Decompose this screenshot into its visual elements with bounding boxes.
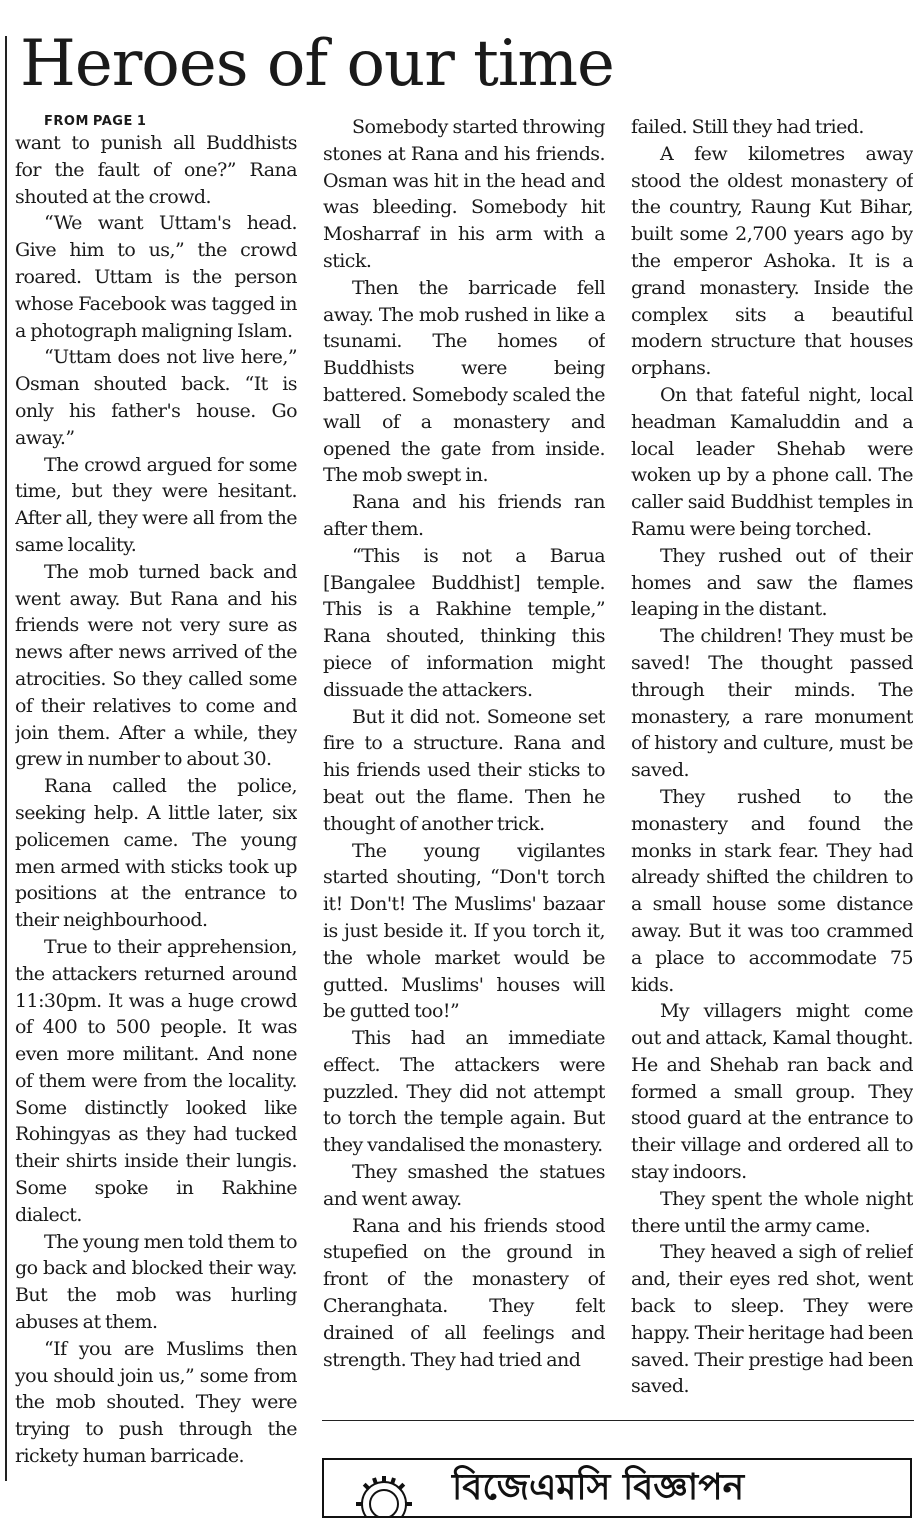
paragraph: want to punish all Buddhists for the fault of one?” Rana shouted at the crowd.: [15, 132, 297, 208]
paragraph: My villagers might come out and attack, Kamal thought. He and Shehab ran back and formed a small group. They stood guard at the entrance to their village and ordered all to stay indoors.: [631, 1000, 913, 1184]
paragraph: On that fateful night, local headman Kamaluddin and a local leader Shehab were woken up by a phone call. The caller said Buddhist temples in Ramu were being torched.: [631, 383, 913, 540]
paragraph: “Uttam does not live here,” Osman shouted back. “It is only his father's house. Go away.”: [15, 346, 297, 449]
paragraph: A few kilometres away stood the oldest monastery of the country, Raung Kut Bihar, built some 2,700 years ago by the emperor Ashoka. It is a grand monastery. Inside the complex sits a beautiful modern structure that houses orphans.: [631, 142, 913, 380]
paragraph: Somebody started throwing stones at Rana and his friends. Osman was hit in the head and was bleeding. Somebody hit Mosharraf in his arm with a stick.: [323, 116, 605, 272]
paragraph: Rana and his friends stood stupefied on the ground in front of the monastery of Cheranghata. They felt drained of all feelings and strength. They had tried and: [323, 1214, 605, 1371]
paragraph: They spent the whole night there until the army came.: [631, 1187, 913, 1237]
paragraph: The crowd argued for some time, but they were hesitant. After all, they were all from the same locality.: [15, 453, 297, 556]
paragraph: The children! They must be saved! The thought passed through their minds. The monastery, a rare monument of history and culture, must be saved.: [631, 625, 913, 782]
advertisement-title: বিজেএমসি বিজ্ঞাপন: [452, 1467, 745, 1508]
paragraph: failed. Still they had tried.: [631, 116, 864, 138]
paragraph: “We want Uttam's head. Give him to us,” the crowd roared. Uttam is the person whose Facebook was tagged in a photograph maligning Islam.: [15, 212, 297, 342]
paragraph: True to their apprehension, the attackers returned around 11:30pm. It was a huge crowd of 400 to 500 people. It was even more militant. And none of them were from the locality. Some distinctly looked like Rohingyas as they had tucked their shirts inside their lungis. Some spoke in Rakhine dialect.: [15, 935, 297, 1226]
paragraph: They rushed out of their homes and saw the flames leaping in the distant.: [631, 544, 913, 621]
paragraph: “If you are Muslims then you should join us,” some from the mob shouted. They were trying to push through the rickety human barricade.: [15, 1337, 297, 1468]
page-frame-rule: [5, 36, 7, 1481]
paragraph: The young vigilantes started shouting, “Don't torch it! Don't! The Muslims' bazaar is just beside it. If you torch it, the whole market would be gutted. Muslims' houses will be gutted too!”: [323, 839, 605, 1023]
article-column-3: [631, 114, 913, 1404]
paragraph: The mob turned back and went away. But Rana and his friends were not very sure as news after news arrived of the atrocities. So they called some of their relatives to come and join them. After a while, they grew in number to about 30.: [15, 560, 297, 771]
paragraph: This had an immediate effect. The attackers were puzzled. They did not attempt to torch the temple again. But they vandalised the monastery.: [323, 1027, 605, 1157]
paragraph: They rushed to the monastery and found the monks in stark fear. They had already shifted the children to a small house some distance away. But it was too crammed a place to accommodate 75 kids.: [631, 785, 913, 996]
article-column-2: [323, 114, 605, 1404]
paragraph: But it did not. Someone set fire to a structure. Rana and his friends used their sticks to beat out the flame. Then he thought of another trick.: [323, 705, 605, 835]
paragraph: Then the barricade fell away. The mob rushed in like a tsunami. The homes of Buddhists were being battered. Somebody scaled the wall of a monastery and opened the gate from inside. The mob swept in.: [323, 276, 605, 487]
article-column-1: [15, 114, 297, 1494]
gear-emblem-icon: [354, 1474, 414, 1518]
paragraph: Rana and his friends ran after them.: [323, 491, 605, 540]
paragraph: They heaved a sigh of relief and, their eyes red shot, went back to sleep. They were happy. Their heritage had been saved. Their prestige had been saved.: [631, 1241, 913, 1398]
paragraph: Rana called the police, seeking help. A little later, six policemen came. The young men armed with sticks took up positions at the entrance to their neighbourhood.: [15, 775, 297, 932]
advertisement-box: [322, 1458, 912, 1518]
paragraph: They smashed the statues and went away.: [323, 1161, 605, 1210]
kicker: FROM PAGE 1: [44, 114, 147, 129]
paragraph: “This is not a Barua [Bangalee Buddhist] temple. This is a Rakhine temple,” Rana shouted, thinking this piece of information might dissuade the attackers.: [323, 544, 605, 701]
ad-separator-rule: [322, 1420, 914, 1421]
headline: Heroes of our time: [20, 27, 614, 101]
paragraph: The young men told them to go back and blocked their way. But the mob was hurling abuses at them.: [15, 1230, 297, 1334]
